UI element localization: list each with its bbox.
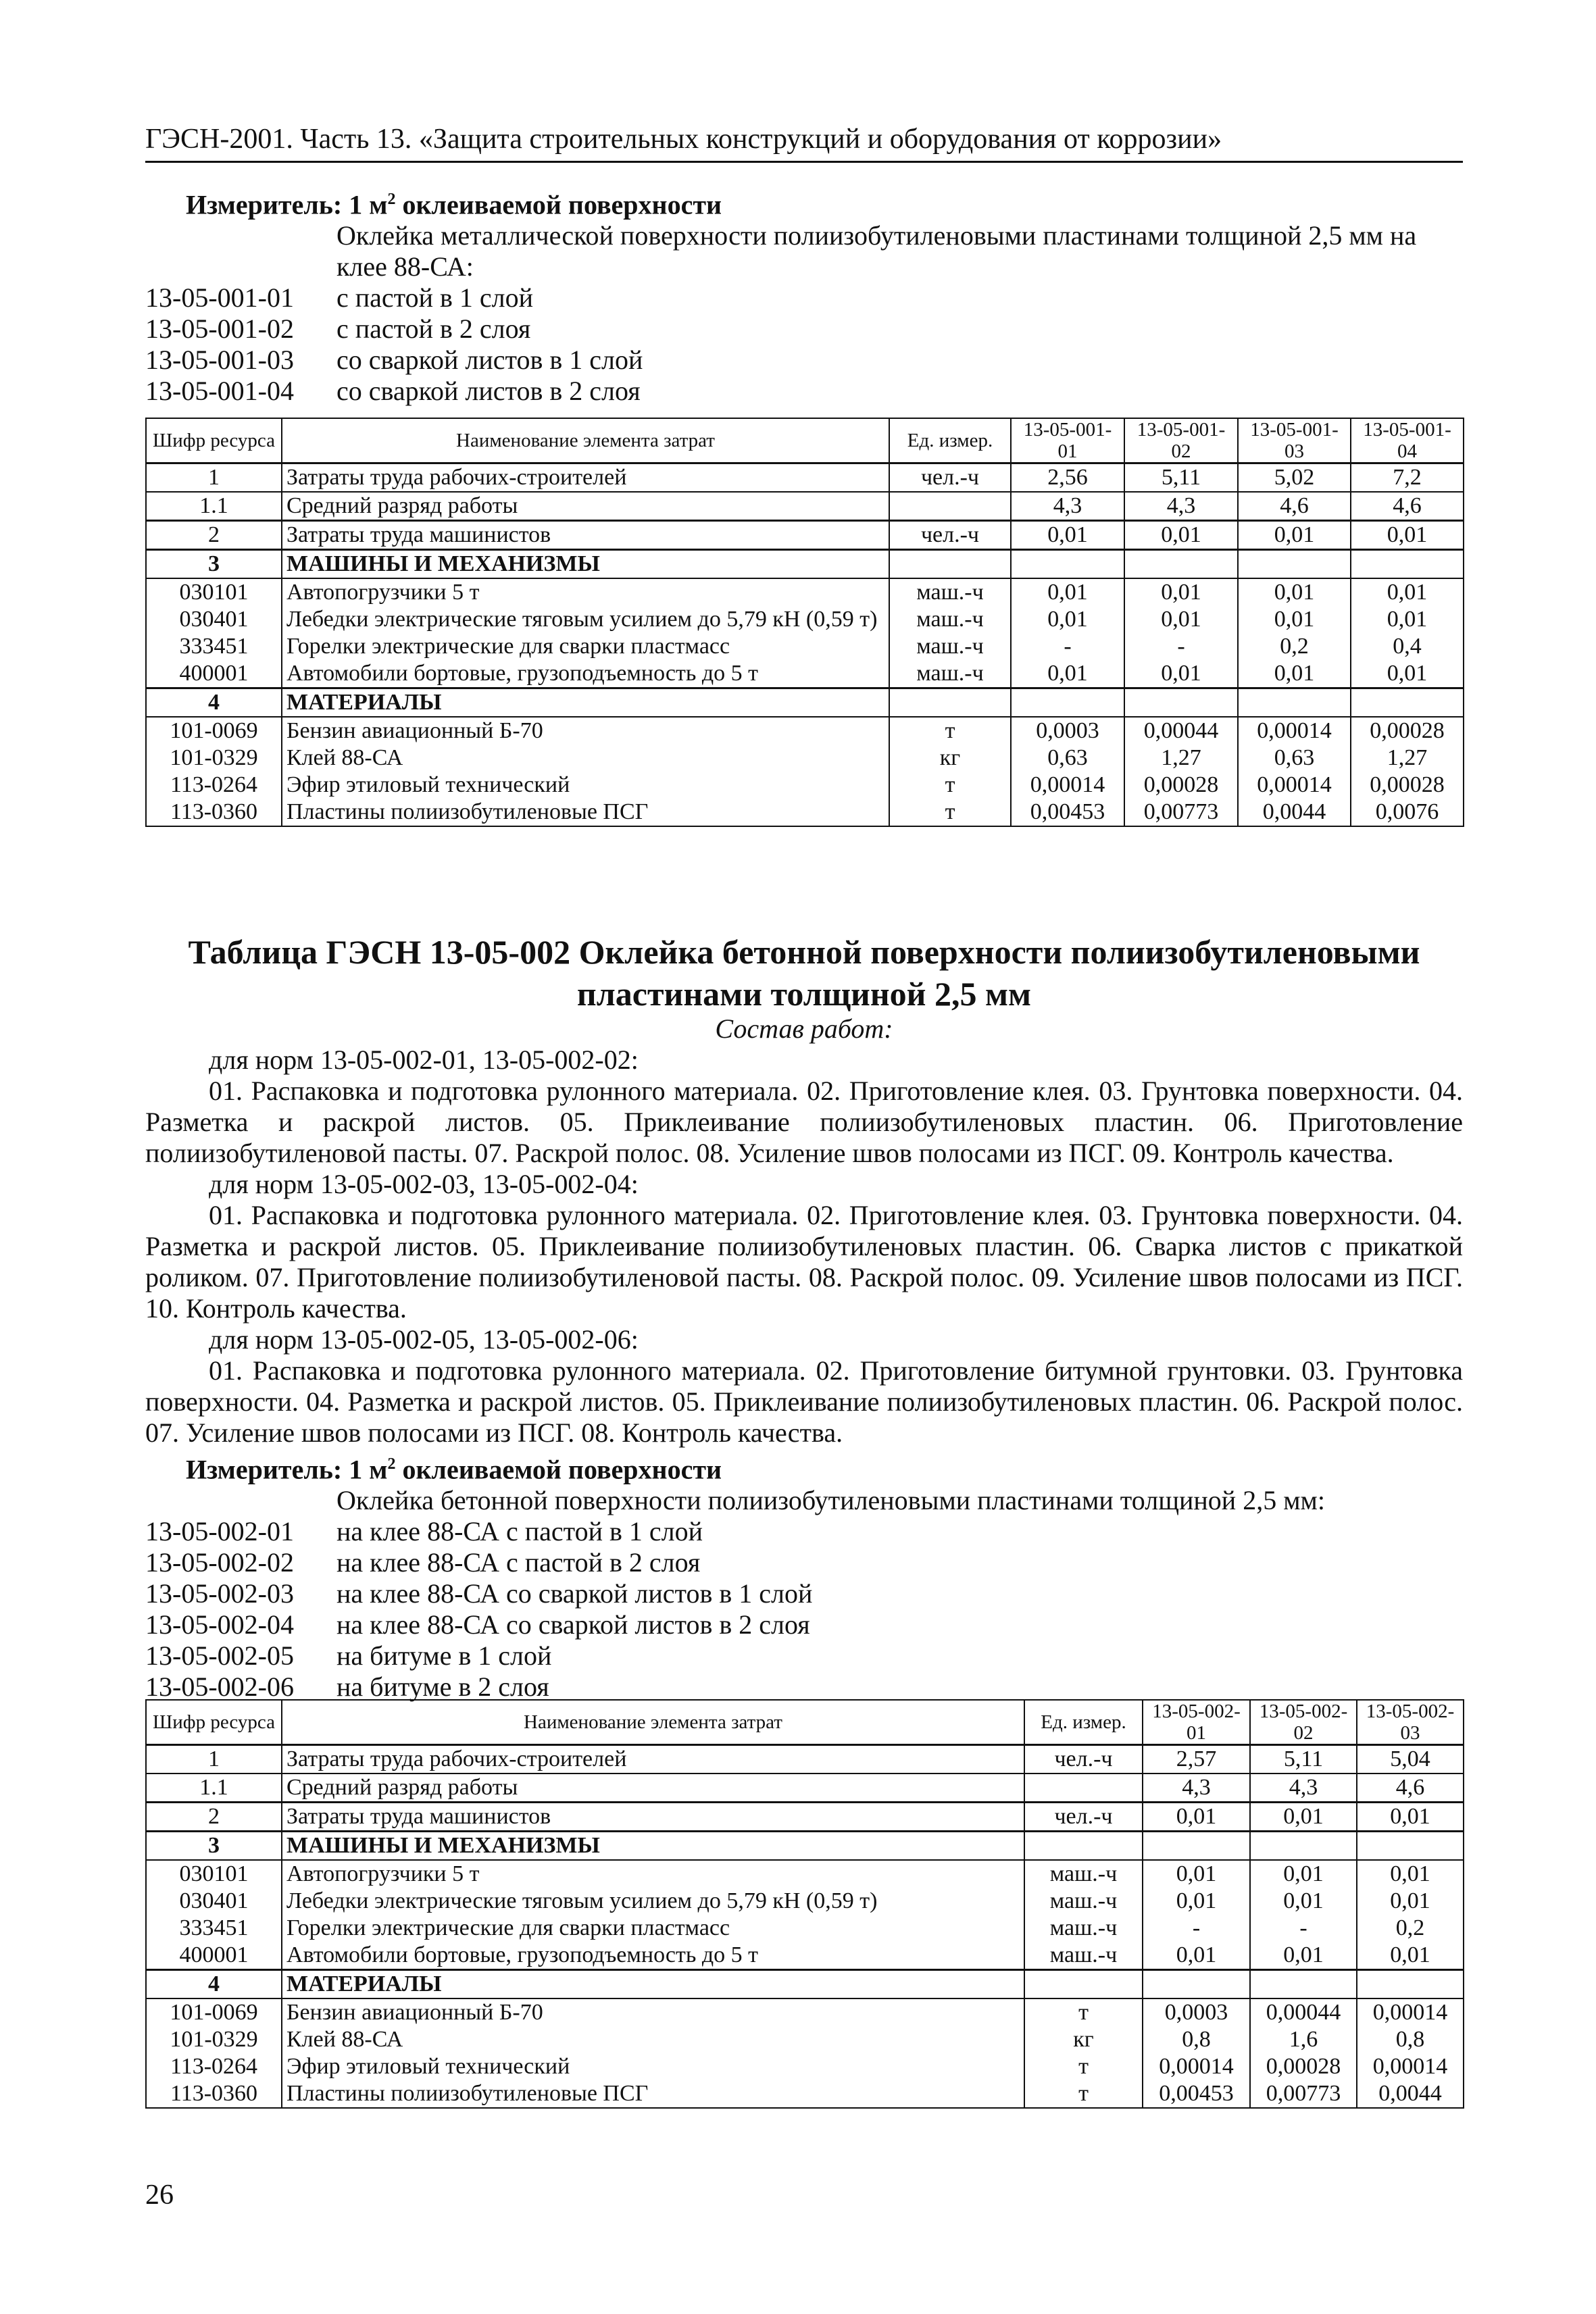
table-row xyxy=(146,745,1464,772)
table-row xyxy=(146,1888,1464,1915)
value-cell: 0,4 xyxy=(1351,633,1464,660)
cost-element-cell: Автопогрузчики 5 т xyxy=(282,1860,1024,1888)
table-row xyxy=(146,1915,1464,1942)
resource-code-cell: 4 xyxy=(146,688,282,718)
table-row xyxy=(146,578,1464,606)
norm-code: 13-05-002-01 xyxy=(145,1516,294,1547)
unit-cell: т xyxy=(889,799,1011,826)
value-cell: 0,8 xyxy=(1143,2026,1250,2053)
norm-item xyxy=(145,1547,1463,1578)
column-header: Наименование элемента затрат xyxy=(282,1700,1024,1745)
value-cell: 5,02 xyxy=(1238,463,1351,493)
table-row xyxy=(146,492,1464,521)
cost-element-cell: Затраты труда рабочих-строителей xyxy=(282,1745,1024,1774)
value-cell: - xyxy=(1124,633,1238,660)
section1-norm-list xyxy=(145,282,1463,407)
resource-code-cell: 1 xyxy=(146,1745,282,1774)
resource-code-cell: 3 xyxy=(146,550,282,579)
value-cell xyxy=(1351,688,1464,718)
resource-code-cell: 1 xyxy=(146,463,282,493)
resource-code-cell: 113-0264 xyxy=(146,2053,282,2080)
cost-element-cell: Лебедки электрические тяговым усилием до 5,79 кН (0,59 т) xyxy=(282,1888,1024,1915)
value-cell: 0,0044 xyxy=(1238,799,1351,826)
cost-element-cell: Автомобили бортовые, грузоподъемность до 5 т xyxy=(282,1942,1024,1970)
norm-code: 13-05-001-04 xyxy=(145,376,294,407)
norm-code: 13-05-001-03 xyxy=(145,345,294,376)
value-cell: 0,63 xyxy=(1238,745,1351,772)
value-cell: 0,01 xyxy=(1250,1888,1357,1915)
cost-element-cell: Клей 88-СА xyxy=(282,745,889,772)
norm-item xyxy=(145,1671,1463,1703)
unit-cell: маш.-ч xyxy=(889,660,1011,688)
resource-code-cell: 113-0360 xyxy=(146,799,282,826)
unit-cell: кг xyxy=(889,745,1011,772)
work-composition-subtitle: Состав работ: xyxy=(715,1013,893,1044)
value-cell: - xyxy=(1250,1915,1357,1942)
value-cell: 2,56 xyxy=(1011,463,1124,493)
value-cell: 0,00014 xyxy=(1238,717,1351,745)
section2-intro: Оклейка бетонной поверхности полиизобутиленовыми пластинами толщиной 2,5 мм: xyxy=(336,1485,1325,1516)
resource-code-cell: 113-0360 xyxy=(146,2080,282,2108)
section2-meter xyxy=(145,1449,1463,1485)
unit-cell: чел.-ч xyxy=(1024,1745,1143,1774)
work-operations-text: 01. Распаковка и подготовка рулонного материала. 02. Приготовление битумной грунтовки. 03. Грунтовка поверхности. 04. Разметка и раскрой листов. 05. Приклеивание полиизобутиленовых пластин. 06. Раскрой полос. 07. Усиление швов полосами из ПСГ. 08. Контроль качества. xyxy=(145,1355,1463,1448)
unit-cell: маш.-ч xyxy=(889,633,1011,660)
value-cell: 0,01 xyxy=(1124,521,1238,550)
norm-description: на клее 88-СА с пастой в 1 слой xyxy=(336,1516,703,1547)
value-cell: 0,01 xyxy=(1357,1803,1464,1832)
unit-cell: чел.-ч xyxy=(1024,1803,1143,1832)
table-row xyxy=(146,2080,1464,2108)
resource-code-cell: 333451 xyxy=(146,1915,282,1942)
cost-element-cell: МАТЕРИАЛЫ xyxy=(282,1970,1024,1999)
value-cell: 4,3 xyxy=(1250,1774,1357,1803)
value-cell: 0,01 xyxy=(1124,578,1238,606)
resource-code-cell: 101-0329 xyxy=(146,745,282,772)
value-cell: 0,01 xyxy=(1351,521,1464,550)
value-cell: 0,00028 xyxy=(1351,717,1464,745)
header-rule xyxy=(145,161,1463,163)
column-header: Ед. измер. xyxy=(889,418,1011,463)
value-cell: 4,3 xyxy=(1124,492,1238,521)
norm-item xyxy=(145,1609,1463,1640)
value-cell: 7,2 xyxy=(1351,463,1464,493)
resource-table-1 xyxy=(145,418,1464,827)
unit-cell: чел.-ч xyxy=(889,463,1011,493)
norm-description: на клее 88-СА с пастой в 2 слоя xyxy=(336,1547,701,1578)
section1-block xyxy=(145,184,1463,407)
unit-cell: маш.-ч xyxy=(1024,1942,1143,1970)
cost-element-cell: Эфир этиловый технический xyxy=(282,2053,1024,2080)
unit-cell: маш.-ч xyxy=(1024,1915,1143,1942)
cost-element-cell: Пластины полиизобутиленовые ПСГ xyxy=(282,2080,1024,2108)
table-row xyxy=(146,463,1464,493)
unit-cell xyxy=(889,688,1011,718)
value-cell: 0,01 xyxy=(1143,1888,1250,1915)
unit-cell xyxy=(889,492,1011,521)
unit-cell: т xyxy=(889,772,1011,799)
value-cell: 0,01 xyxy=(1357,1860,1464,1888)
unit-cell: т xyxy=(889,717,1011,745)
value-cell xyxy=(1124,688,1238,718)
meter-sup: 2 xyxy=(387,1455,396,1473)
value-cell xyxy=(1357,1832,1464,1861)
value-cell: 5,04 xyxy=(1357,1745,1464,1774)
resource-code-cell: 3 xyxy=(146,1832,282,1861)
resource-code-cell: 101-0069 xyxy=(146,717,282,745)
value-cell: 0,0003 xyxy=(1011,717,1124,745)
norm-item xyxy=(145,1640,1463,1671)
value-cell: 4,3 xyxy=(1011,492,1124,521)
resource-code-cell: 400001 xyxy=(146,660,282,688)
value-cell: 0,01 xyxy=(1357,1888,1464,1915)
resource-code-cell: 2 xyxy=(146,1803,282,1832)
resource-code-cell: 030101 xyxy=(146,1860,282,1888)
table-row xyxy=(146,550,1464,579)
meter-suffix: оклеиваемой поверхности xyxy=(395,1454,722,1485)
value-cell: 0,01 xyxy=(1351,660,1464,688)
value-cell: 0,0044 xyxy=(1357,2080,1464,2108)
unit-cell: т xyxy=(1024,2053,1143,2080)
value-cell: 0,00028 xyxy=(1351,772,1464,799)
value-cell: 0,0003 xyxy=(1143,1998,1250,2026)
norm-item xyxy=(145,345,1463,376)
cost-element-cell: МАШИНЫ И МЕХАНИЗМЫ xyxy=(282,1832,1024,1861)
table-row xyxy=(146,717,1464,745)
value-cell: 0,01 xyxy=(1011,606,1124,633)
cost-element-cell: Средний разряд работы xyxy=(282,492,889,521)
table-row xyxy=(146,1970,1464,1999)
resource-code-cell: 030401 xyxy=(146,1888,282,1915)
table1-wrap xyxy=(145,418,1463,827)
value-cell: 5,11 xyxy=(1124,463,1238,493)
value-cell: 0,01 xyxy=(1011,578,1124,606)
value-cell: 0,00014 xyxy=(1357,2053,1464,2080)
norm-description: на клее 88-СА со сваркой листов в 1 слой xyxy=(336,1578,813,1609)
column-header: 13-05-002-01 xyxy=(1143,1700,1250,1745)
table-row xyxy=(146,633,1464,660)
table-row xyxy=(146,2026,1464,2053)
value-cell: 0,00014 xyxy=(1238,772,1351,799)
value-cell xyxy=(1250,1832,1357,1861)
meter-sup: 2 xyxy=(387,191,396,208)
table-row xyxy=(146,1860,1464,1888)
value-cell: 0,01 xyxy=(1250,1803,1357,1832)
resource-code-cell: 1.1 xyxy=(146,1774,282,1803)
value-cell: 0,01 xyxy=(1124,606,1238,633)
value-cell: 0,01 xyxy=(1250,1860,1357,1888)
value-cell: 0,01 xyxy=(1238,606,1351,633)
section2-norm-list xyxy=(145,1516,1463,1703)
table-row xyxy=(146,2053,1464,2080)
resource-code-cell: 1.1 xyxy=(146,492,282,521)
column-header: 13-05-001-03 xyxy=(1238,418,1351,463)
cost-element-cell: Затраты труда рабочих-строителей xyxy=(282,463,889,493)
table-row xyxy=(146,1745,1464,1774)
value-cell: 1,6 xyxy=(1250,2026,1357,2053)
unit-cell: маш.-ч xyxy=(1024,1888,1143,1915)
table2-wrap xyxy=(145,1699,1463,2109)
resource-code-cell: 113-0264 xyxy=(146,772,282,799)
norm-description: на битуме в 2 слоя xyxy=(336,1671,549,1703)
resource-code-cell: 333451 xyxy=(146,633,282,660)
meter-suffix: оклеиваемой поверхности xyxy=(395,189,722,220)
value-cell: 0,01 xyxy=(1143,1860,1250,1888)
table-row xyxy=(146,688,1464,718)
value-cell: 0,01 xyxy=(1357,1942,1464,1970)
value-cell: 0,01 xyxy=(1238,578,1351,606)
value-cell xyxy=(1250,1970,1357,1999)
value-cell: 0,01 xyxy=(1124,660,1238,688)
unit-cell xyxy=(1024,1832,1143,1861)
norm-code: 13-05-001-01 xyxy=(145,282,294,313)
value-cell: 0,01 xyxy=(1011,521,1124,550)
value-cell: 0,01 xyxy=(1238,521,1351,550)
unit-cell: т xyxy=(1024,2080,1143,2108)
work-composition xyxy=(145,1045,1463,1703)
section1-meter xyxy=(145,184,1463,220)
cost-element-cell: Автопогрузчики 5 т xyxy=(282,578,889,606)
value-cell xyxy=(1124,550,1238,579)
norm-code: 13-05-002-05 xyxy=(145,1640,294,1671)
value-cell: 0,01 xyxy=(1143,1803,1250,1832)
cost-element-cell: МАШИНЫ И МЕХАНИЗМЫ xyxy=(282,550,889,579)
norm-code: 13-05-002-04 xyxy=(145,1609,294,1640)
value-cell xyxy=(1238,550,1351,579)
value-cell: 0,00014 xyxy=(1357,1998,1464,2026)
resource-code-cell: 101-0069 xyxy=(146,1998,282,2026)
norm-item xyxy=(145,1578,1463,1609)
unit-cell: кг xyxy=(1024,2026,1143,2053)
running-header: ГЭСН-2001. Часть 13. «Защита строительных конструкций и оборудования от коррозии» xyxy=(145,124,1222,155)
norm-item xyxy=(145,282,1463,313)
cost-element-cell: Пластины полиизобутиленовые ПСГ xyxy=(282,799,889,826)
norm-code: 13-05-001-02 xyxy=(145,313,294,345)
norm-description: на клее 88-СА со сваркой листов в 2 слоя xyxy=(336,1609,810,1640)
column-header: Наименование элемента затрат xyxy=(282,418,889,463)
value-cell: 4,6 xyxy=(1238,492,1351,521)
value-cell: 1,27 xyxy=(1351,745,1464,772)
resource-code-cell: 030401 xyxy=(146,606,282,633)
unit-cell xyxy=(1024,1970,1143,1999)
cost-element-cell: Эфир этиловый технический xyxy=(282,772,889,799)
table-row xyxy=(146,1942,1464,1970)
value-cell: 0,00014 xyxy=(1143,2053,1250,2080)
value-cell xyxy=(1351,550,1464,579)
unit-cell xyxy=(889,550,1011,579)
cost-element-cell: Затраты труда машинистов xyxy=(282,1803,1024,1832)
cost-element-cell: Горелки электрические для сварки пластмасс xyxy=(282,633,889,660)
value-cell: 0,00028 xyxy=(1250,2053,1357,2080)
table2-title: Таблица ГЭСН 13-05-002 Оклейка бетонной поверхности полиизобутиленовыми пластинами толщиной 2,5 мм xyxy=(188,933,1420,1013)
value-cell: 4,6 xyxy=(1351,492,1464,521)
cost-element-cell: Затраты труда машинистов xyxy=(282,521,889,550)
resource-code-cell: 101-0329 xyxy=(146,2026,282,2053)
norm-description: со сваркой листов в 2 слоя xyxy=(336,376,641,407)
value-cell: 0,01 xyxy=(1238,660,1351,688)
unit-cell: чел.-ч xyxy=(889,521,1011,550)
value-cell: 0,00028 xyxy=(1124,772,1238,799)
column-header: Шифр ресурса xyxy=(146,418,282,463)
table-row xyxy=(146,660,1464,688)
norms-group-label: для норм 13-05-002-05, 13-05-002-06: xyxy=(209,1324,639,1355)
value-cell: 0,01 xyxy=(1250,1942,1357,1970)
norm-item xyxy=(145,376,1463,407)
norm-item xyxy=(145,313,1463,345)
table-row xyxy=(146,772,1464,799)
value-cell: 0,0076 xyxy=(1351,799,1464,826)
norm-code: 13-05-002-02 xyxy=(145,1547,294,1578)
cost-element-cell: МАТЕРИАЛЫ xyxy=(282,688,889,718)
norm-description: с пастой в 2 слоя xyxy=(336,313,531,345)
unit-cell: т xyxy=(1024,1998,1143,2026)
value-cell: - xyxy=(1011,633,1124,660)
norm-code: 13-05-002-03 xyxy=(145,1578,294,1609)
table-row xyxy=(146,799,1464,826)
value-cell: 0,01 xyxy=(1351,606,1464,633)
meter-prefix: Измеритель: 1 м xyxy=(186,1454,388,1485)
value-cell: 1,27 xyxy=(1124,745,1238,772)
column-header: 13-05-001-01 xyxy=(1011,418,1124,463)
value-cell: 0,2 xyxy=(1238,633,1351,660)
value-cell: 0,00453 xyxy=(1143,2080,1250,2108)
value-cell: 5,11 xyxy=(1250,1745,1357,1774)
resource-code-cell: 2 xyxy=(146,521,282,550)
resource-code-cell: 030101 xyxy=(146,578,282,606)
value-cell: 0,00773 xyxy=(1124,799,1238,826)
cost-element-cell: Клей 88-СА xyxy=(282,2026,1024,2053)
norm-item xyxy=(145,1516,1463,1547)
value-cell: 0,2 xyxy=(1357,1915,1464,1942)
unit-cell: маш.-ч xyxy=(889,578,1011,606)
value-cell xyxy=(1238,688,1351,718)
column-header: 13-05-001-02 xyxy=(1124,418,1238,463)
value-cell xyxy=(1011,688,1124,718)
table-row xyxy=(146,521,1464,550)
value-cell: 0,00773 xyxy=(1250,2080,1357,2108)
unit-cell: маш.-ч xyxy=(889,606,1011,633)
value-cell: 0,00014 xyxy=(1011,772,1124,799)
value-cell: 4,6 xyxy=(1357,1774,1464,1803)
resource-table-2 xyxy=(145,1699,1464,2109)
value-cell: 0,8 xyxy=(1357,2026,1464,2053)
resource-code-cell: 400001 xyxy=(146,1942,282,1970)
value-cell: 0,01 xyxy=(1011,660,1124,688)
value-cell: - xyxy=(1143,1915,1250,1942)
norm-description: на битуме в 1 слой xyxy=(336,1640,552,1671)
value-cell xyxy=(1143,1970,1250,1999)
table-row xyxy=(146,1803,1464,1832)
cost-element-cell: Бензин авиационный Б-70 xyxy=(282,1998,1024,2026)
value-cell: 0,01 xyxy=(1351,578,1464,606)
norm-description: с пастой в 1 слой xyxy=(336,282,534,313)
work-operations-text: 01. Распаковка и подготовка рулонного материала. 02. Приготовление клея. 03. Грунтовка поверхности. 04. Разметка и раскрой листов. 05. Приклеивание полиизобутиленовых пластин. 06. Приготовление полиизобутиленовой пасты. 07. Раскрой полос. 08. Усиление швов полосами из ПСГ. 09. Контроль качества. xyxy=(145,1076,1463,1168)
meter-prefix: Измеритель: 1 м xyxy=(186,189,388,220)
cost-element-cell: Лебедки электрические тяговым усилием до 5,79 кН (0,59 т) xyxy=(282,606,889,633)
norm-code: 13-05-002-06 xyxy=(145,1671,294,1703)
work-operations-text: 01. Распаковка и подготовка рулонного материала. 02. Приготовление клея. 03. Грунтовка поверхности. 04. Разметка и раскрой листов. 05. Приклеивание полиизобутиленовых пластин. 06. Сварка листов с прикаткой роликом. 07. Приготовление полиизобутиленовой пасты. 08. Раскрой полос. 09. Усиление швов полосами из ПСГ. 10. Контроль качества. xyxy=(145,1200,1463,1324)
cost-element-cell: Автомобили бортовые, грузоподъемность до 5 т xyxy=(282,660,889,688)
unit-cell: маш.-ч xyxy=(1024,1860,1143,1888)
value-cell: 0,00044 xyxy=(1124,717,1238,745)
cost-element-cell: Бензин авиационный Б-70 xyxy=(282,717,889,745)
value-cell: 4,3 xyxy=(1143,1774,1250,1803)
value-cell: 0,00453 xyxy=(1011,799,1124,826)
cost-element-cell: Горелки электрические для сварки пластмасс xyxy=(282,1915,1024,1942)
value-cell: 0,63 xyxy=(1011,745,1124,772)
page-number: 26 xyxy=(145,2180,174,2211)
value-cell: 0,01 xyxy=(1143,1942,1250,1970)
norms-group-label: для норм 13-05-002-01, 13-05-002-02: xyxy=(209,1045,639,1075)
column-header: 13-05-001-04 xyxy=(1351,418,1464,463)
cost-element-cell: Средний разряд работы xyxy=(282,1774,1024,1803)
column-header: Ед. измер. xyxy=(1024,1700,1143,1745)
value-cell: 2,57 xyxy=(1143,1745,1250,1774)
section1-intro: Оклейка металлической поверхности полиизобутиленовыми пластинами толщиной 2,5 мм на клее 88-СА: xyxy=(336,220,1417,282)
table-row xyxy=(146,1998,1464,2026)
value-cell: 0,00044 xyxy=(1250,1998,1357,2026)
column-header: 13-05-002-03 xyxy=(1357,1700,1464,1745)
value-cell xyxy=(1011,550,1124,579)
table-row xyxy=(146,606,1464,633)
column-header: 13-05-002-02 xyxy=(1250,1700,1357,1745)
table-row xyxy=(146,1774,1464,1803)
unit-cell xyxy=(1024,1774,1143,1803)
norm-description: со сваркой листов в 1 слой xyxy=(336,345,643,376)
table-row xyxy=(146,1832,1464,1861)
value-cell xyxy=(1143,1832,1250,1861)
resource-code-cell: 4 xyxy=(146,1970,282,1999)
norms-group-label: для норм 13-05-002-03, 13-05-002-04: xyxy=(209,1169,639,1199)
column-header: Шифр ресурса xyxy=(146,1700,282,1745)
value-cell xyxy=(1357,1970,1464,1999)
